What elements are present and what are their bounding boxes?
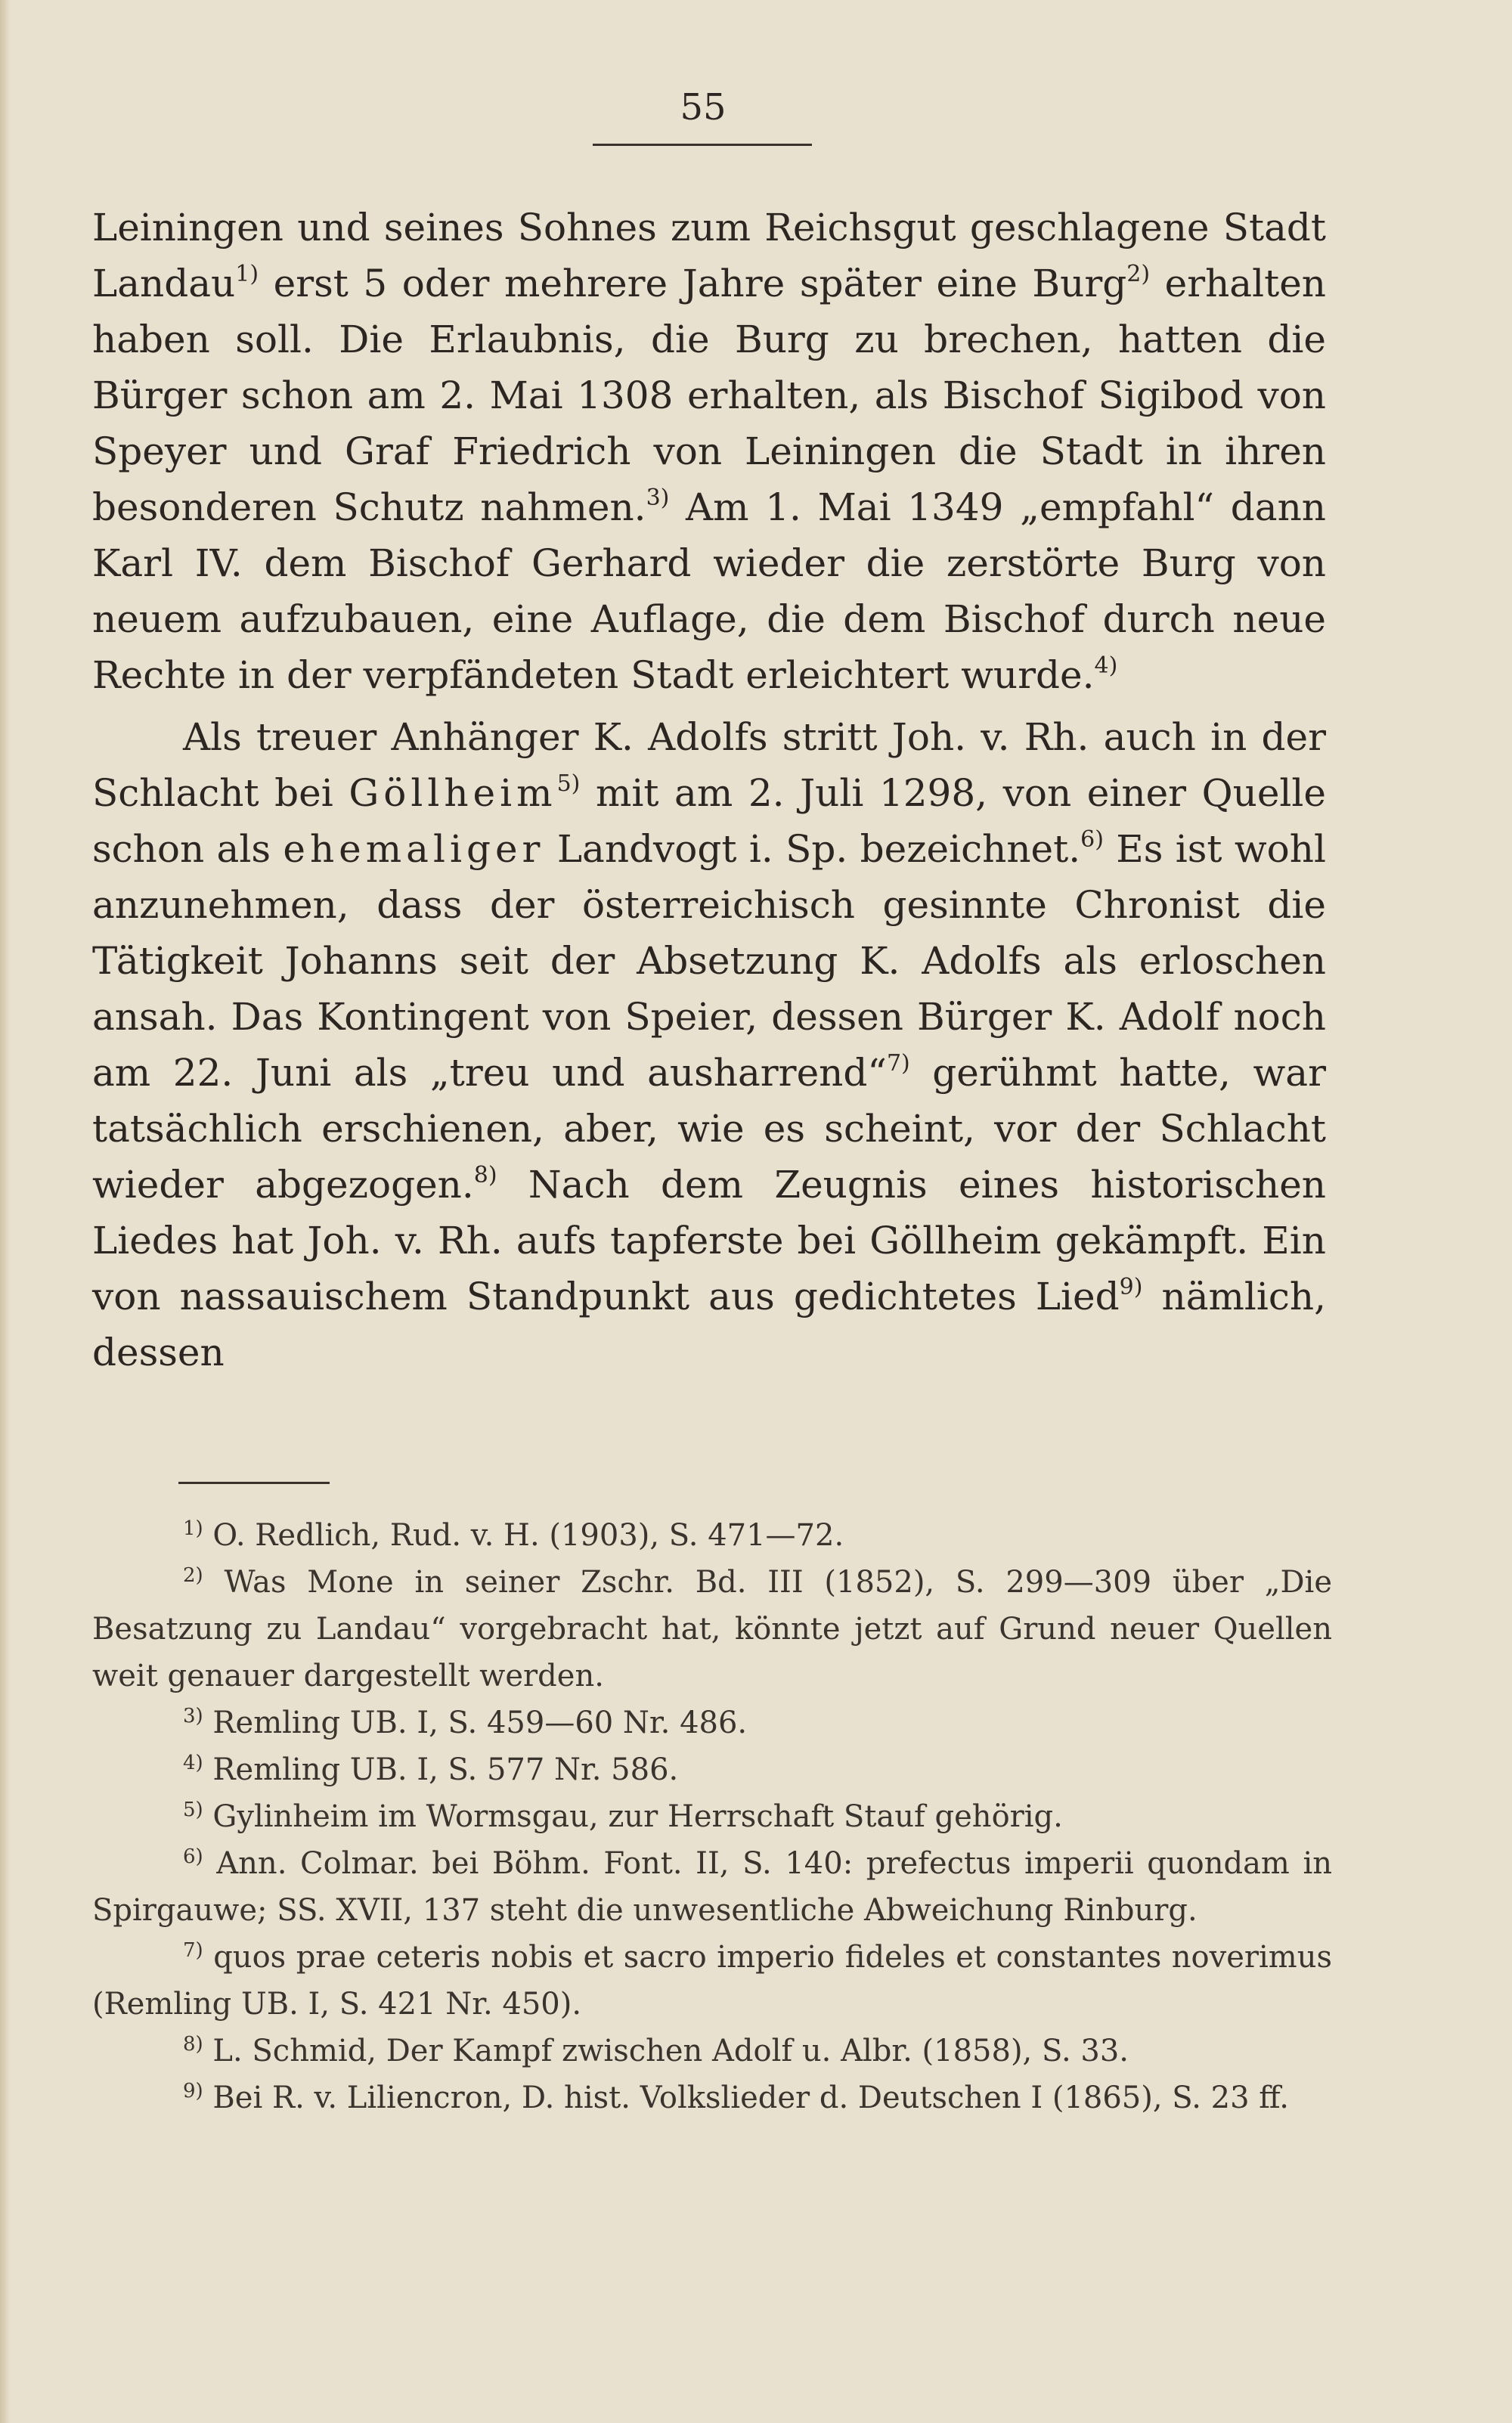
- footnote-1: [92, 1512, 1332, 1559]
- footnote-text: Ann. Colmar. bei Böhm. Font. II, S. 140: prefectus imperii quondam in Spirgauwe; SS. XVII, 137 steht die unwesentliche Abweichung Rinburg.: [92, 1846, 1333, 1928]
- footnote-text: quos prae ceteris nobis et sacro imperio fideles et constantes noverimus (Remling UB. I, S. 421 Nr. 450).: [92, 1940, 1332, 2022]
- paragraph-1: [92, 200, 1326, 703]
- footnote-separator: [178, 1482, 330, 1484]
- text-run: Es ist wohl anzunehmen, dass der österreichisch gesinnte Chronist die Tätigkeit Johanns seit der Absetzung K. Adolfs als erloschen ansah. Das Kontingent von Speier, dessen Bürger K. Adolf noch am 22. Juni als „treu und ausharrend“: [92, 827, 1326, 1095]
- footnote-text: L. Schmid, Der Kampf zwischen Adolf u. Albr. (1858), S. 33.: [212, 2034, 1129, 2068]
- footnote-marker: 5): [183, 1799, 203, 1821]
- body-text: [92, 200, 1326, 1380]
- footnote-7: [92, 1934, 1332, 2028]
- footnote-marker: 9): [183, 2080, 203, 2102]
- footnote-ref-7: 7): [886, 1050, 910, 1077]
- footnote-4: [92, 1746, 1332, 1793]
- footnote-marker: 1): [183, 1517, 203, 1540]
- footnote-ref-8: 8): [473, 1162, 497, 1188]
- text-run: Nach dem Zeugnis eines historischen Liedes hat Joh. v. Rh. aufs tapferste bei Göllheim gekämpft. Ein von nassauischem Standpunkt aus gedichtetes Lied: [92, 1163, 1326, 1318]
- footnote-ref-3: 3): [646, 485, 670, 511]
- footnotes: [92, 1512, 1332, 2121]
- footnote-text: Bei R. v. Liliencron, D. hist. Volkslieder d. Deutschen I (1865), S. 23 ff.: [212, 2081, 1289, 2115]
- footnote-marker: 7): [183, 1939, 203, 1962]
- text-run: Als treuer Anhänger K. Adolfs stritt Joh. v. Rh. auch in der Schlacht bei: [92, 715, 1326, 815]
- text-run: mit am 2. Juli 1298, von einer Quelle schon als: [92, 771, 1327, 871]
- text-run: gerühmt hatte, war tatsächlich erschienen, aber, wie es scheint, vor der Schlacht wieder abgezogen.: [92, 1051, 1327, 1207]
- footnote-marker: 2): [183, 1564, 203, 1587]
- text-run: Landvogt i. Sp. bezeichnet.: [544, 827, 1081, 871]
- footnote-2: [92, 1559, 1332, 1700]
- header-rule: [593, 144, 812, 146]
- text-run: Am 1. Mai 1349 „empfahl“ dann Karl IV. dem Bischof Gerhard wieder die zerstörte Burg von neuem aufzubauen, eine Auflage, die dem Bischof durch neue Rechte in der verpfändeten Stadt erleichtert wurde.: [92, 485, 1326, 697]
- footnote-ref-1: 1): [235, 261, 259, 287]
- paragraph-2: [92, 709, 1326, 1380]
- footnote-9: [92, 2074, 1332, 2121]
- spaced-emphasis: ehemaliger: [283, 827, 545, 871]
- footnote-8: [92, 2028, 1332, 2074]
- footnote-marker: 4): [183, 1752, 203, 1774]
- footnote-text: Remling UB. I, S. 459—60 Nr. 486.: [212, 1706, 748, 1740]
- footnote-ref-6: 6): [1080, 826, 1104, 853]
- text-run: erhalten haben soll. Die Erlaubnis, die Burg zu brechen, hatten die Bürger schon am 2. Mai 1308 erhalten, als Bischof Sigibod von Speyer und Graf Friedrich von Leiningen die Stadt in ihren besonderen Schutz nahmen.: [92, 262, 1326, 529]
- footnote-text: Was Mone in seiner Zschr. Bd. III (1852), S. 299—309 über „Die Besatzung zu Landau“ vorgebracht hat, könnte jetzt auf Grund neuer Quellen weit genauer dargestellt werden.: [92, 1565, 1332, 1693]
- page-number: 55: [680, 86, 727, 129]
- text-run: nämlich, dessen: [92, 1275, 1326, 1374]
- footnote-text: Remling UB. I, S. 577 Nr. 586.: [212, 1752, 679, 1787]
- footnote-marker: 6): [183, 1845, 203, 1868]
- footnote-ref-9: 9): [1119, 1274, 1143, 1300]
- footnote-ref-4: 4): [1094, 652, 1118, 679]
- footnote-marker: 8): [183, 2033, 203, 2056]
- footnote-text: O. Redlich, Rud. v. H. (1903), S. 471—72.: [212, 1518, 844, 1553]
- page-edge-shadow: [0, 0, 11, 2423]
- footnote-ref-5: 5): [556, 770, 581, 797]
- footnote-3: [92, 1700, 1332, 1746]
- footnote-ref-2: 2): [1126, 261, 1151, 287]
- footnote-marker: 3): [183, 1705, 203, 1727]
- text-run: Leiningen und seines Sohnes zum Reichsgut geschlagene Stadt Landau: [92, 206, 1326, 305]
- text-run: erst 5 oder mehrere Jahre später eine Burg: [259, 262, 1127, 305]
- footnote-text: Gylinheim im Wormsgau, zur Herrschaft Stauf gehörig.: [212, 1799, 1063, 1834]
- footnote-5: [92, 1793, 1332, 1840]
- spaced-place-name: Göllheim: [349, 771, 557, 815]
- footnote-6: [92, 1840, 1332, 1934]
